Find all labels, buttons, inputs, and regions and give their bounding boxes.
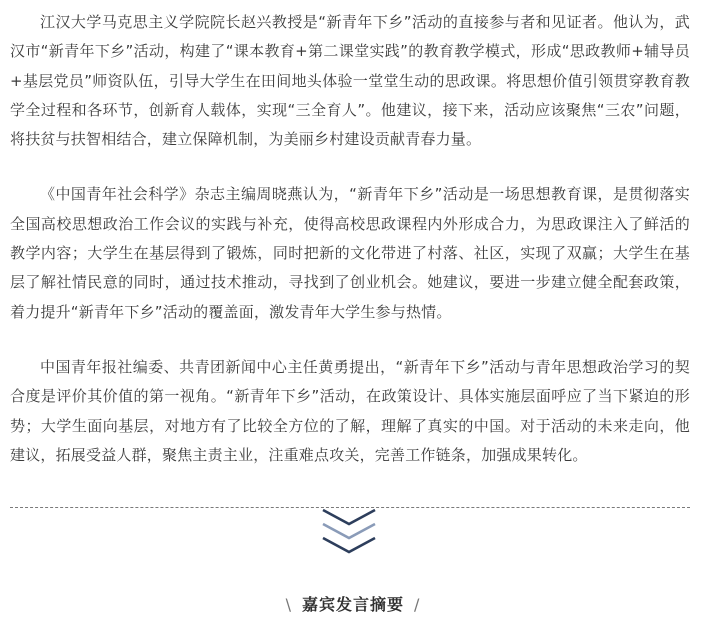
paragraph-zhao-xing: 江汉大学马克思主义学院院长赵兴教授是“新青年下乡”活动的直接参与者和见证者。他认为，武汉市“新青年下乡”活动，构建了“课本教育+第二课堂实践”的教育教学模式，形成“思政教师+辅导员+基层党员”师资队伍，引导大学生在田间地头体验一堂堂生动的思政课。将思想价值引领贯穿教育教学全过程和各环节，创新育人载体，实现“三全育人”。他建议，接下来，活动应该聚焦“三农”问题，将扶贫与扶智相结合，建立保障机制，为美丽乡村建设贡献青春力量。 [10,13,690,149]
right-slash-mark: / [414,595,421,614]
left-slash-mark: \ [285,595,292,614]
paragraph-huang-yong: 中国青年报社编委、共青团新闻中心主任黄勇提出，“新青年下乡”活动与青年思想政治学习的契合度是评价其价值的第一视角。“新青年下乡”活动，在政策设计、具体实施层面呼应了当下紧迫的形势；大学生面向基层，对地方有了比较全方位的了解，理解了真实的中国。对于活动的未来走向，他建议，拓展受益人群，聚焦主责主业，注重难点攻关，完善工作链条，加强成果转化。 [10,357,690,464]
section-title-text: 嘉宾发言摘要 [301,595,404,614]
section-heading [0,592,706,618]
article-body [10,8,690,496]
paragraph-zhou-xiaoyan: 《中国青年社会科学》杂志主编周晓燕认为，“新青年下乡”活动是一场思想教育课，是贯彻落实全国高校思想政治工作会议的实践与补充，使得高校思政课程内外形成合力，为思政课注入了鲜活的教学内容；大学生在基层得到了锻炼，同时把新的文化带进了村落、社区，实现了双赢；大学生在基层了解社情民意的同时，通过技术推动，寻找到了创业机会。她建议，要进一步建立健全配套政策，着力提升“新青年下乡”活动的覆盖面，激发青年大学生参与热情。 [10,185,690,321]
double-chevron-down-icon [318,507,380,557]
